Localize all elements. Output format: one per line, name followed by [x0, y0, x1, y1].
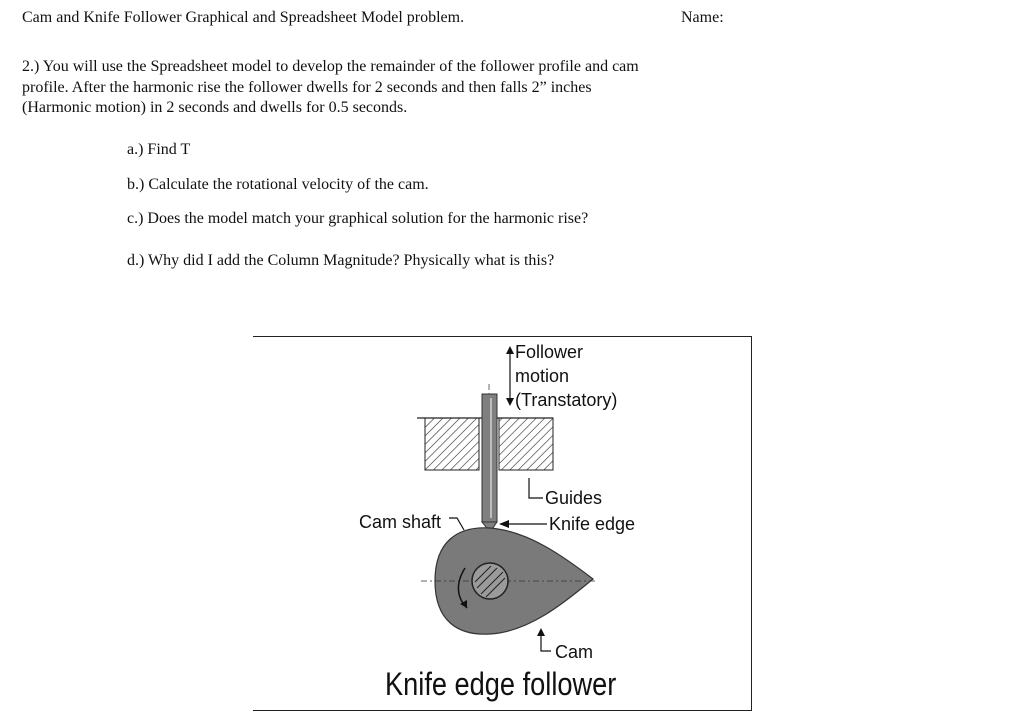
guides-label: Guides	[545, 488, 603, 508]
problem-statement	[22, 57, 662, 119]
cam-follower-diagram	[253, 336, 753, 712]
knife-edge-follower-figure	[253, 336, 753, 712]
cam-leader	[541, 634, 551, 651]
follower-motion-arrowhead-up	[506, 346, 514, 354]
figure-caption: Knife edge follower	[385, 666, 617, 702]
guides-leader	[529, 478, 543, 498]
question-b: b.) Calculate the rotational velocity of the cam.	[127, 176, 429, 193]
name-label: Name:	[681, 9, 724, 26]
question-a: a.) Find T	[127, 141, 191, 158]
follower-motion-label-3: (Transtatory)	[515, 390, 618, 410]
question-d: d.) Why did I add the Column Magnitude? Physically what is this?	[127, 252, 555, 269]
knife-edge-label: Knife edge	[549, 514, 636, 534]
follower-rod	[482, 394, 497, 522]
follower-motion-arrowhead-down	[506, 398, 514, 406]
follower-motion-label-2: motion	[515, 366, 570, 386]
cam-label: Cam	[555, 642, 594, 662]
cam-shaft-label: Cam shaft	[359, 512, 442, 532]
right-guide-block	[499, 418, 553, 470]
question-c: c.) Does the model match your graphical solution for the harmonic rise?	[127, 210, 589, 227]
follower-motion-label-1: Follower	[515, 342, 584, 362]
left-guide-block	[425, 418, 479, 470]
knife-edge-arrowhead	[499, 520, 509, 528]
document-title: Cam and Knife Follower Graphical and Spreadsheet Model problem.	[22, 9, 465, 26]
problem-text: 2.) You will use the Spreadsheet model to develop the remainder of the follower profile and cam profile. After the harmonic rise the follower dwells for 2 seconds and then falls 2” inches (Harmonic motion) in 2 seconds and dwells for 0.5 seconds.	[22, 58, 639, 116]
cam-shaft-leader	[449, 518, 464, 530]
cam-leader-arrowhead	[537, 628, 545, 636]
